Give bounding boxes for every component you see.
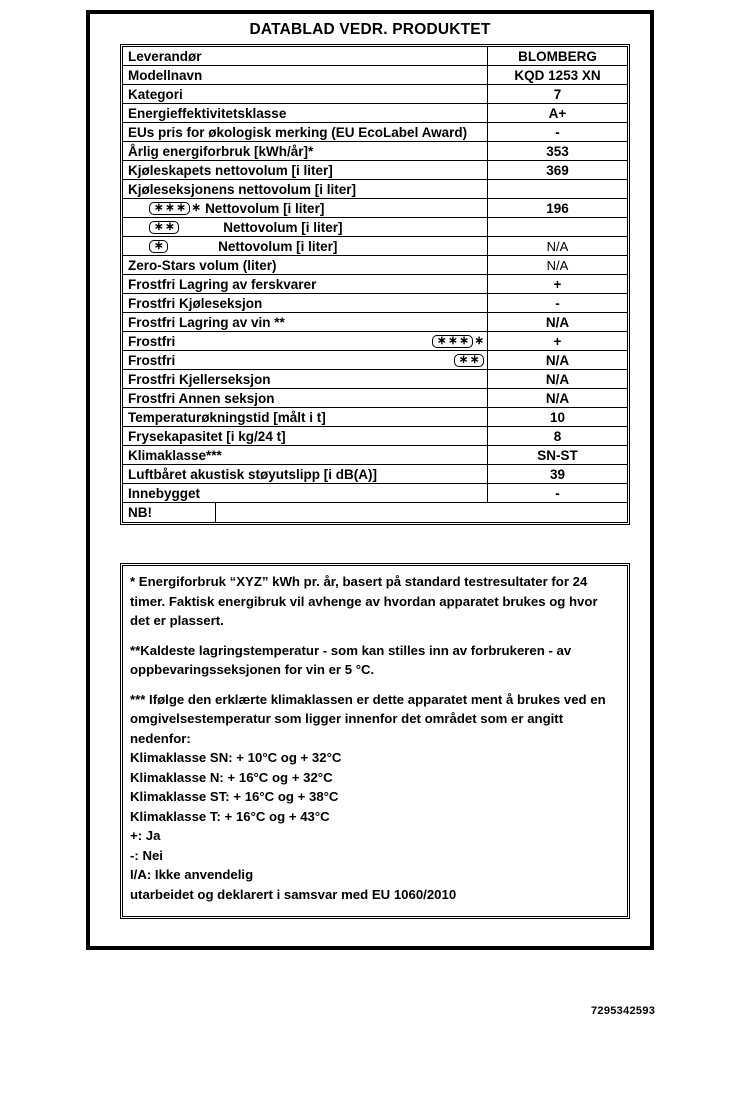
footnote-line: utarbeidet og deklarert i samsvar med EU 1060/2010 [130,886,457,902]
table-row [123,313,627,332]
outside-star-icon: ∗ [191,201,202,214]
row-value: BLOMBERG [518,48,597,64]
row-value: 10 [549,409,566,425]
page-title: DATABLAD VEDR. PRODUKTET [249,21,491,38]
footnote-line: Klimaklasse T: + 16°C og + 43°C [130,808,330,824]
footnote-paragraph-wine: **Kaldeste lagringstemperatur - som kan stilles inn av forbrukeren - av oppbevaringsseksjonen for vin er 5 °C. [130,642,572,677]
footnote-line: Klimaklasse SN: + 10°C og + 32°C [130,750,342,765]
row-label [123,123,488,141]
row-label [123,218,488,236]
row-value: 7 [553,86,562,102]
product-table-body [122,46,628,523]
row-label [123,66,488,84]
footnotes-content [122,565,628,917]
row-label-text: Leverandør [128,48,202,64]
table-row [123,465,627,484]
row-label [123,294,488,312]
row-label [123,389,488,407]
row-label [123,446,488,464]
row-value: + [553,333,562,349]
table-row [123,180,627,199]
footnote-paragraph-climate: *** Ifølge den erklærte klimaklassen er dette apparatet ment å brukes ved en omgivelsestemperatur som ligger innenfor det området som er angitt nedenfor: [130,691,606,746]
footnote-paragraph-energy: * Energiforbruk “XYZ” kWh pr. år, basert på standard testresultater for 24 timer. Faktisk energibruk vil avhenge av hvordan apparatet brukes og hvor det er plassert. [130,574,598,628]
table-row [123,484,627,503]
row-value: - [555,485,560,501]
row-label-text: EUs pris for økologisk merking (EU EcoLabel Award) [128,124,468,140]
row-label [123,161,488,179]
row-label [123,408,488,426]
freezer-star-rating-icon [432,335,484,348]
table-row [123,408,627,427]
footnote-lines [130,748,620,904]
row-label-text: Frostfri Kjøleseksjon [128,295,263,311]
table-row [123,503,627,522]
outside-star-icon: ∗ [474,334,484,347]
row-value: 353 [546,143,569,159]
table-row [123,256,627,275]
table-row [123,275,627,294]
row-label-text: Innebygget [128,485,201,501]
row-label [123,427,488,445]
row-label-text: Årlig energiforbruk [kWh/år]* [128,143,314,159]
row-label: NB! [123,503,216,522]
table-row [123,199,627,218]
row-label-text: Frostfri Lagring av ferskvarer [128,276,317,292]
row-value: N/A [545,390,570,406]
row-value: SN-ST [537,447,578,463]
star-box-icon: ∗∗ [149,221,179,234]
table-row [123,47,627,66]
row-label [123,237,488,255]
star-box-icon: ∗∗ [454,354,484,367]
row-label-text: Modellnavn [128,67,203,83]
row-label [123,313,488,331]
row-label-text: Energieffektivitetsklasse [128,105,287,121]
freezer-star-rating-icon [149,221,179,234]
row-label [123,104,488,122]
row-label-text: Frostfri Annen seksjon [128,390,275,406]
row-label-text: Frysekapasitet [i kg/24 t] [128,428,286,444]
row-value: N/A [546,257,569,273]
table-row [123,294,627,313]
row-label-text: Nettovolum [i liter] [218,238,338,254]
star-box-icon: ∗ [149,240,168,253]
row-label [123,332,488,350]
datasheet-frame [86,10,654,950]
row-label [123,351,488,369]
row-label-text: Kjøleskapets nettovolum [i liter] [128,162,333,178]
freezer-star-rating-icon [149,240,168,253]
row-label [123,370,488,388]
table-row [123,218,627,237]
table-row [123,237,627,256]
row-value: 8 [553,428,562,444]
footnotes-box [120,563,630,919]
freezer-star-rating-icon [149,202,201,215]
table-row [123,427,627,446]
row-value: - [555,124,560,140]
row-empty-area [216,503,627,522]
row-label-text: Frostfri [128,352,176,368]
footnote-line: I/A: Ikke anvendelig [130,867,254,882]
row-value: N/A [545,352,570,368]
row-value [488,218,627,236]
row-value: N/A [546,238,569,254]
table-row [123,66,627,85]
row-label-text: Kjøleseksjonens nettovolum [i liter] [128,181,357,197]
row-value [488,180,627,198]
row-value: N/A [545,371,570,387]
row-value: 369 [546,162,569,178]
row-label-text: Nettovolum [i liter] [205,200,325,216]
row-value: 196 [546,200,569,216]
table-row [123,370,627,389]
row-value: + [553,276,562,292]
footnote-line: Klimaklasse ST: + 16°C og + 38°C [130,789,339,804]
row-label-text: Luftbåret akustisk støyutslipp [i dB(A)] [128,466,378,482]
table-row [123,104,627,123]
star-box-icon: ∗∗∗ [432,335,473,348]
footnote-line: +: Ja [130,828,161,843]
row-label-text: Nettovolum [i liter] [223,219,343,235]
freezer-star-rating-icon [454,354,484,367]
row-label [123,275,488,293]
table-row [123,446,627,465]
row-label [123,465,488,483]
row-label-text: Zero-Stars volum (liter) [128,257,277,273]
star-box-icon: ∗∗∗ [149,202,190,215]
row-value: N/A [545,314,570,330]
document-code: 7295342593 [591,1005,656,1017]
row-label [123,180,488,198]
row-label [123,47,488,65]
footnote-line: Klimaklasse N: + 16°C og + 32°C [130,769,333,785]
row-label-text: Temperaturøkningstid [målt i t] [128,409,326,425]
table-row [123,161,627,180]
table-row [123,332,627,351]
row-value: 39 [549,466,566,482]
row-label-text: Frostfri Kjellerseksjon [128,371,271,387]
row-label-text: Frostfri [128,333,176,349]
row-value: KQD 1253 XN [514,67,601,83]
table-row [123,123,627,142]
table-row [123,351,627,370]
row-label [123,256,488,274]
row-label [123,142,488,160]
table-row [123,142,627,161]
row-label-text: Kategori [128,86,183,102]
row-label-text: Klimaklasse*** [128,447,222,463]
footnote-line: -: Nei [130,847,163,863]
row-label [123,484,488,502]
row-value: - [555,295,560,311]
row-value: A+ [548,105,567,121]
product-table [120,44,630,525]
row-label-text: Frostfri Lagring av vin ** [128,314,285,330]
table-row [123,389,627,408]
row-label [123,85,488,103]
row-label [123,199,488,217]
table-row [123,85,627,104]
